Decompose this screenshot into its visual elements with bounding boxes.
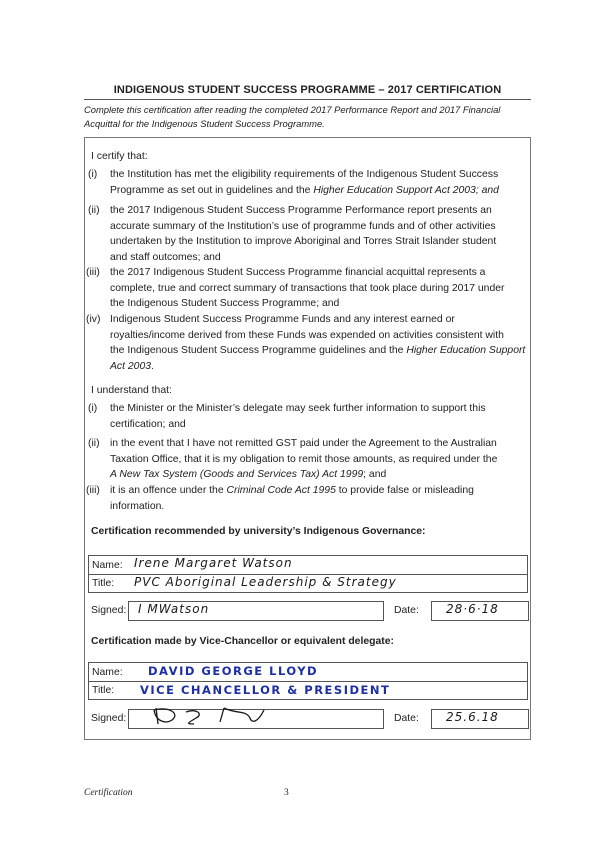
governance-title-label: Title: bbox=[92, 578, 115, 589]
vc-date-field[interactable]: 25.6.18 bbox=[446, 710, 499, 724]
certify-item-2 bbox=[110, 203, 530, 265]
governance-signed-label: Signed: bbox=[91, 605, 127, 616]
certify-item-2-line-3: undertaken by the Institution to improve Aboriginal and Torres Strait Islander student bbox=[110, 236, 497, 247]
understand-item-3-line-1 bbox=[110, 483, 530, 499]
understand-item-1-line-2: certification; and bbox=[110, 418, 186, 430]
governance-name-field[interactable]: Irene Margaret Watson bbox=[134, 556, 293, 570]
understand-item-1 bbox=[110, 401, 530, 432]
certify-item-number: (i) bbox=[88, 169, 98, 180]
certify-item-1-act: Higher Education Support Act 2003; and bbox=[313, 184, 499, 196]
certify-item-3-line-2: complete, true and correct summary of transactions that took place during 2017 under bbox=[110, 282, 505, 294]
understand-item-2-act: A New Tax System (Goods and Services Tax) Act 1999 bbox=[110, 469, 364, 480]
certify-item-1-line-1: the Institution has met the eligibility requirements of the Indigenous Student Success bbox=[110, 169, 499, 180]
certify-item-4 bbox=[110, 312, 530, 374]
footer-label: Certification bbox=[84, 788, 133, 798]
instructions bbox=[84, 103, 544, 131]
understand-item-number: (i) bbox=[88, 403, 98, 414]
vc-date-label: Date: bbox=[394, 713, 419, 724]
page-number: 3 bbox=[284, 788, 289, 798]
governance-title-field[interactable]: PVC Aboriginal Leadership & Strategy bbox=[134, 575, 397, 589]
understand-item-1-line-1: the Minister or the Minister’s delegate may seek further information to support this bbox=[110, 403, 486, 414]
understand-item-2-line-3 bbox=[110, 467, 530, 483]
understand-item-3-pre: it is an offence under the bbox=[110, 485, 227, 496]
vc-signed-label: Signed: bbox=[91, 713, 127, 724]
page-title: INDIGENOUS STUDENT SUCCESS PROGRAMME – 2017 CERTIFICATION bbox=[113, 84, 502, 96]
certify-item-4-line-4 bbox=[110, 359, 530, 375]
understand-intro: I understand that: bbox=[91, 385, 172, 396]
understand-item-3 bbox=[110, 483, 530, 514]
vc-divider bbox=[88, 681, 528, 682]
governance-heading: Certification recommended by university’s Indigenous Governance: bbox=[91, 526, 426, 537]
understand-item-2-line-2: Taxation Office, that it is my obligation to remit those amounts, as required under the bbox=[110, 453, 498, 465]
certify-item-2-line-1: the 2017 Indigenous Student Success Programme Performance report presents an bbox=[110, 205, 492, 216]
certify-item-4-line-1: Indigenous Student Success Programme Funds and any interest earned or bbox=[110, 314, 455, 325]
certify-item-4-text: the Indigenous Student Success Programme guidelines and the bbox=[110, 345, 407, 356]
vc-heading: Certification made by Vice-Chancellor or equivalent delegate: bbox=[91, 636, 394, 647]
governance-date-label: Date: bbox=[394, 605, 419, 616]
title-underline bbox=[84, 99, 531, 100]
certify-intro: I certify that: bbox=[91, 151, 148, 162]
instructions-line-1: Complete this certification after reading the completed 2017 Performance Report and 2017 Financial bbox=[84, 104, 501, 115]
certify-item-4-act-year: Act 2003 bbox=[110, 360, 152, 372]
governance-signature[interactable]: I MWatson bbox=[138, 602, 210, 616]
vc-title-field[interactable]: VICE CHANCELLOR & PRESIDENT bbox=[140, 683, 391, 697]
governance-name-label: Name: bbox=[92, 560, 123, 571]
understand-item-2-line-1: in the event that I have not remitted GST paid under the Agreement to the Australian bbox=[110, 438, 497, 449]
certify-item-1 bbox=[110, 167, 530, 198]
certify-item-number: (iv) bbox=[86, 314, 101, 325]
vc-name-label: Name: bbox=[92, 667, 123, 678]
certify-item-2-line-4: and staff outcomes; and bbox=[110, 251, 221, 263]
understand-item-number: (ii) bbox=[88, 438, 100, 449]
understand-item-3-post: to provide false or misleading bbox=[335, 485, 474, 496]
vc-title-label: Title: bbox=[92, 685, 115, 696]
governance-date-field[interactable]: 28·6·18 bbox=[446, 602, 499, 616]
certify-item-1-text: Programme as set out in guidelines and the bbox=[110, 184, 314, 196]
certify-item-4-line-3 bbox=[110, 343, 530, 359]
certify-item-1-line-2 bbox=[110, 183, 530, 199]
certify-item-4-period: . bbox=[151, 360, 154, 372]
vc-signature-mark[interactable] bbox=[150, 704, 270, 728]
certify-item-3-line-1: the 2017 Indigenous Student Success Programme financial acquittal represents a bbox=[110, 267, 486, 278]
certify-item-number: (iii) bbox=[86, 267, 100, 278]
understand-item-2-tail: ; and bbox=[363, 469, 387, 480]
certify-item-2-line-2: accurate summary of the Institution’s use of programme funds and of other activities bbox=[110, 220, 496, 232]
certify-item-3 bbox=[110, 265, 530, 312]
understand-item-3-act: Criminal Code Act 1995 bbox=[226, 485, 336, 496]
understand-item-3-line-2: information. bbox=[110, 500, 165, 512]
instructions-line-2: Acquittal for the Indigenous Student Success Programme. bbox=[84, 118, 325, 129]
understand-item-number: (iii) bbox=[86, 485, 100, 496]
certify-item-number: (ii) bbox=[88, 205, 100, 216]
certify-item-4-line-2: royalties/income derived from these Funds was expended on activities consistent with bbox=[110, 329, 504, 341]
vc-name-field[interactable]: DAVID GEORGE LLOYD bbox=[148, 664, 319, 678]
understand-item-2 bbox=[110, 436, 530, 483]
certify-item-4-act: Higher Education Support bbox=[406, 345, 526, 356]
certify-item-3-line-3: the Indigenous Student Success Programme; and bbox=[110, 298, 340, 309]
